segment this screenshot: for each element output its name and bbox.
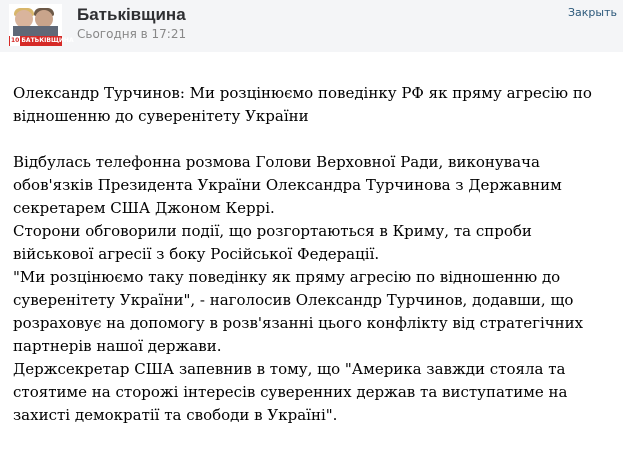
post-paragraph: Відбулась телефонна розмова Голови Верховної Ради, виконувача обов'язків Президента України Олександра Турчинова з Державним секретарем США Джоном Керрі.: [13, 153, 562, 217]
post-paragraph: "Ми розцінюємо таку поведінку як пряму агресію по відношенню до суверенітету України", - наголосив Олександр Турчинов, додавши, що розраховує на допомогу в розв'язанні цього конфлікту від стратегічних партнерів нашої держави.: [13, 268, 584, 355]
post-timestamp[interactable]: Сьогодня в 17:21: [77, 27, 187, 41]
post-paragraph: Сторони обговорили події, що розгортаються в Криму, та спроби військової агресії з боку Російської Федерації.: [13, 222, 532, 263]
avatar-suit: [13, 26, 58, 36]
group-name-link[interactable]: Батьківщина: [77, 5, 186, 24]
post-body: [13, 82, 617, 427]
post-header: [0, 0, 623, 52]
group-avatar[interactable]: [9, 4, 74, 46]
avatar-brand-text: БАТЬКІВЩИНА: [21, 37, 74, 44]
avatar-brand-number: 10: [11, 37, 20, 44]
avatar-brand-strip: [9, 36, 74, 46]
post-headline: Олександр Турчинов: Ми розцінюємо поведінку РФ як пряму агресію по відношенню до суверенітету України: [13, 84, 592, 125]
paragraph-gap: [13, 128, 617, 151]
post-paragraph: Держсекретар США запевнив в тому, що "Америка завжди стояла та стоятиме на сторожі інтересів суверенних держав та виступатиме на захисті демократії та свободи в Україні".: [13, 360, 568, 424]
close-link[interactable]: Закрыть: [568, 6, 617, 19]
